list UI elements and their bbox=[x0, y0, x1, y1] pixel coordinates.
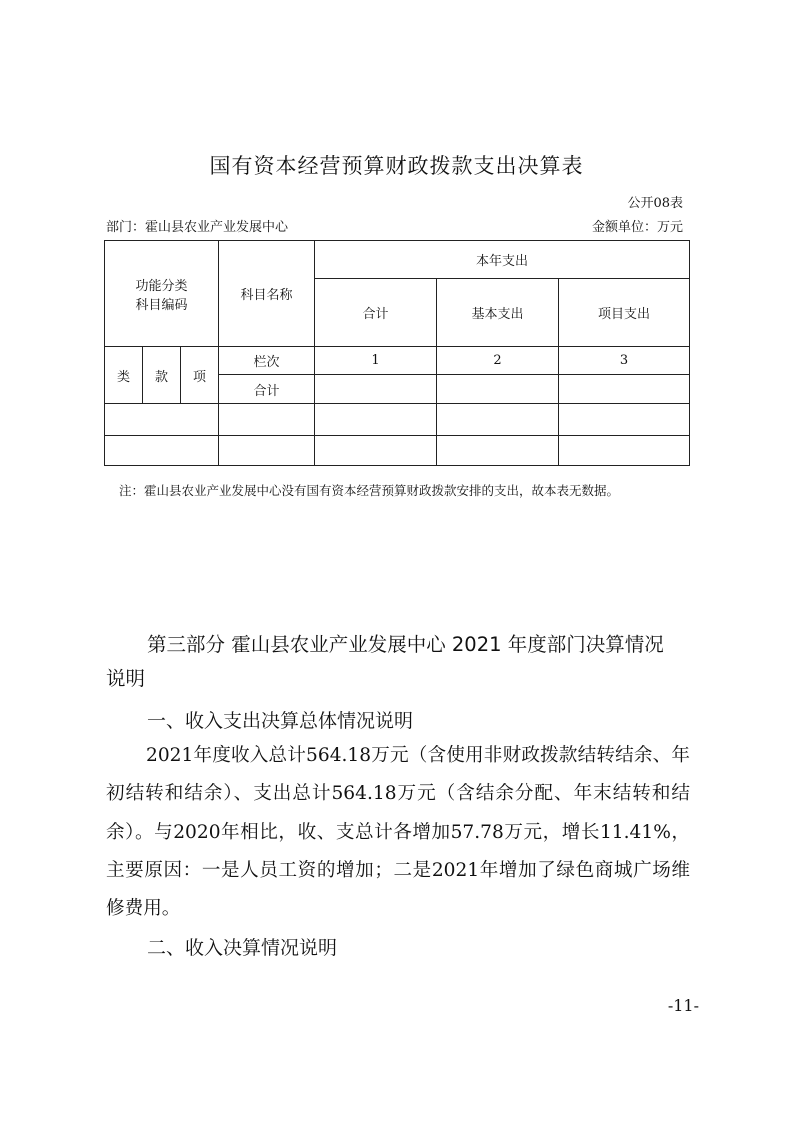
col-number-2: 2 bbox=[437, 347, 559, 375]
table-row bbox=[105, 436, 690, 466]
total-row-cell bbox=[437, 375, 559, 404]
xiang-header: 项 bbox=[181, 347, 219, 404]
table-row bbox=[105, 404, 690, 436]
basic-header: 基本支出 bbox=[437, 279, 559, 347]
lei-header: 类 bbox=[105, 347, 143, 404]
section-heading-2: 二、收入决算情况说明 bbox=[147, 937, 338, 959]
page-number: -11- bbox=[667, 996, 699, 1015]
section-heading-1: 一、收入支出决算总体情况说明 bbox=[147, 710, 414, 732]
total-row-cell bbox=[559, 375, 690, 404]
func-header-line2: 科目编码 bbox=[135, 297, 188, 313]
func-code-header bbox=[105, 241, 219, 347]
unit-label: 金额单位：万元 bbox=[591, 220, 683, 235]
kuan-header: 款 bbox=[143, 347, 181, 404]
column-order-label: 栏次 bbox=[219, 347, 315, 375]
budget-table bbox=[104, 240, 690, 466]
paragraph-text: 2021年度收入总计564.18万元（含使用非财政拨款结转结余、年初结转和结余）、支出总计564.18万元（含结余分配、年末结转和结余）。与2020年相比，收、支总计各增加57.78万元，增长11.41%，主要原因：一是人员工资的增加；二是2021年增加了绿色商城广场维修费用。 bbox=[106, 745, 690, 920]
total-row-cell bbox=[315, 375, 437, 404]
part-title-continued: 说明 bbox=[106, 667, 146, 690]
col-number-3: 3 bbox=[559, 347, 690, 375]
current-year-header: 本年支出 bbox=[315, 241, 690, 279]
total-header: 合计 bbox=[315, 279, 437, 347]
subject-name-header: 科目名称 bbox=[219, 241, 315, 347]
table-title: 国有资本经营预算财政拨款支出决算表 bbox=[209, 154, 584, 178]
total-row-label: 合计 bbox=[219, 375, 315, 404]
part-title: 第三部分 霍山县农业产业发展中心 2021 年度部门决算情况 bbox=[147, 633, 664, 656]
project-header: 项目支出 bbox=[559, 279, 690, 347]
form-number: 公开08表 bbox=[627, 196, 683, 211]
col-number-1: 1 bbox=[315, 347, 437, 375]
department-label: 部门：霍山县农业产业发展中心 bbox=[106, 220, 289, 235]
func-header-line1: 功能分类 bbox=[135, 278, 188, 294]
body-paragraph bbox=[106, 737, 690, 928]
table-note: 注：霍山县农业产业发展中心没有国有资本经营预算财政拨款安排的支出，故本表无数据。 bbox=[119, 483, 620, 498]
